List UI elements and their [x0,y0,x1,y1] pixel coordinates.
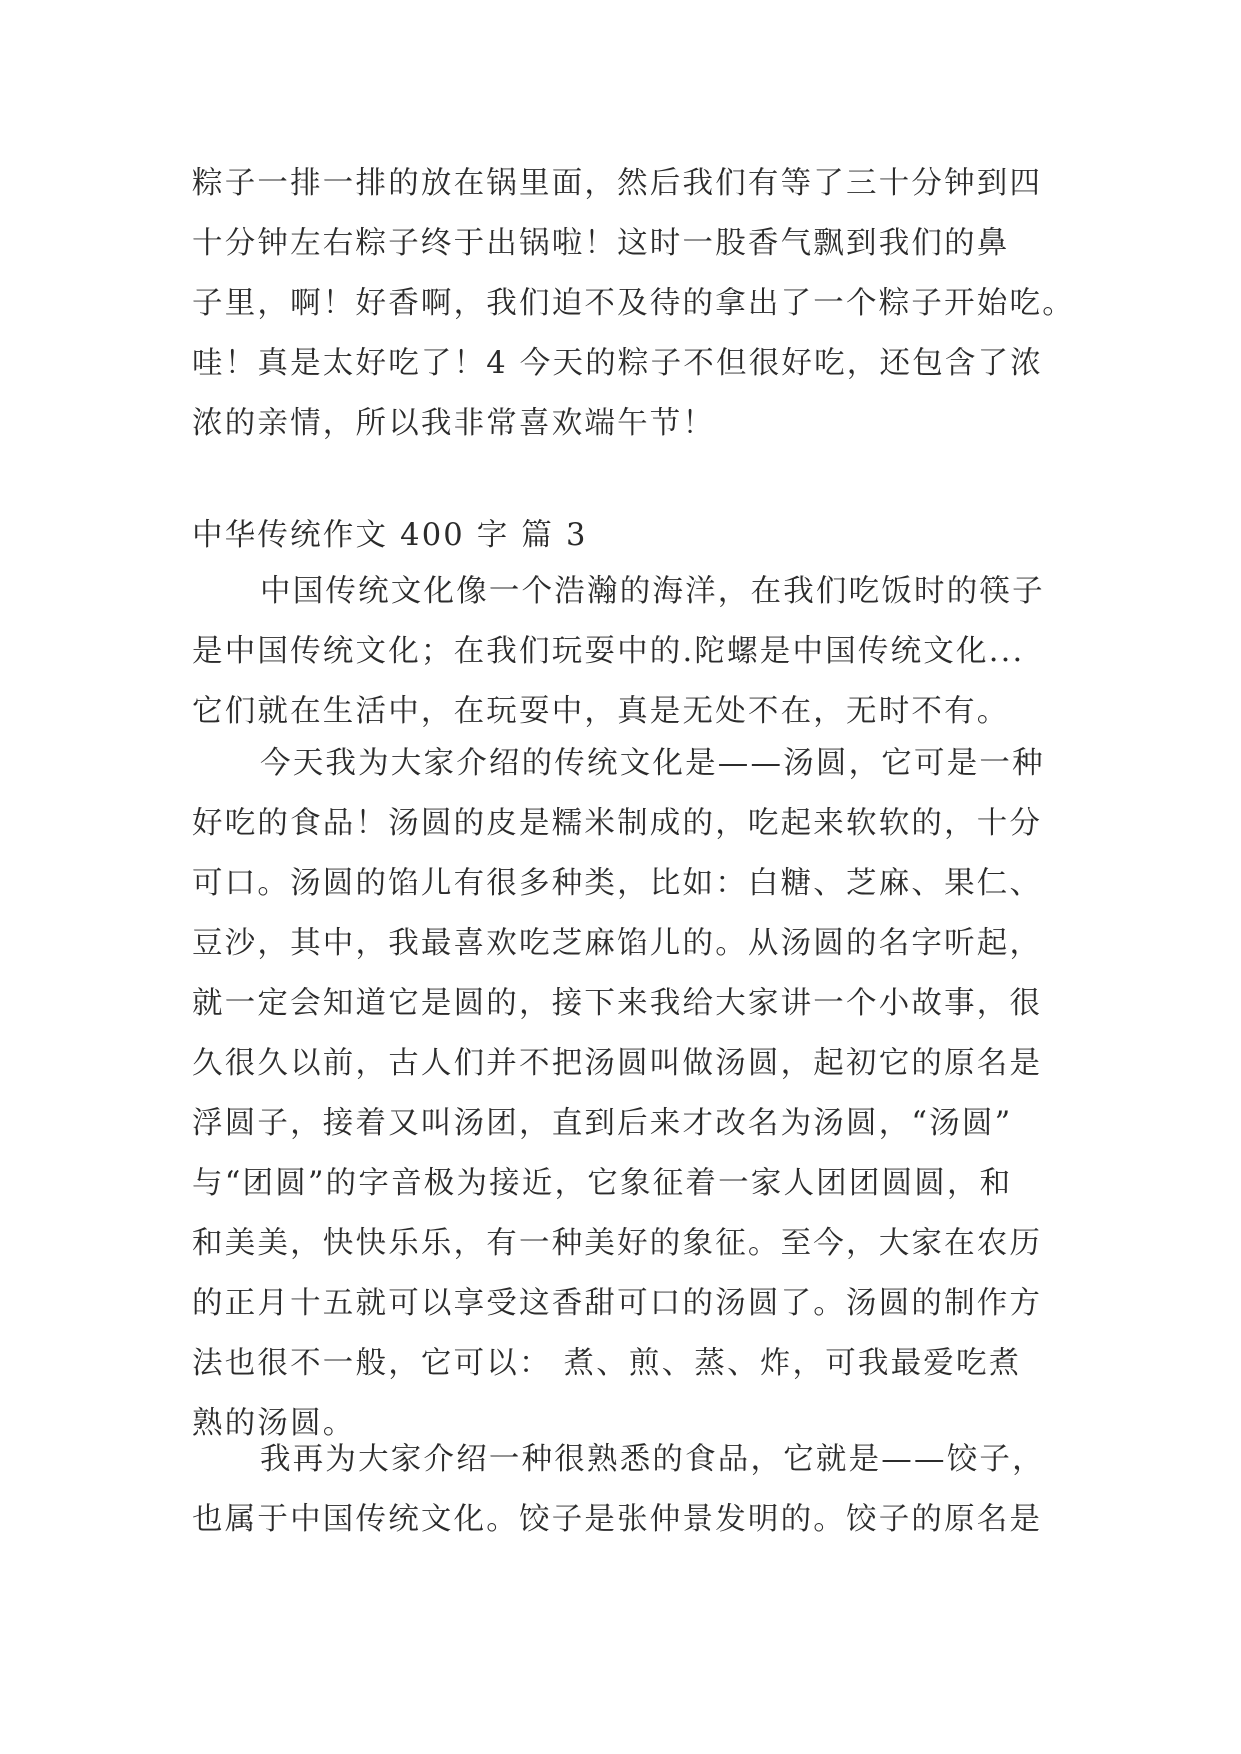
text-line: 子里，啊！好香啊，我们迫不及待的拿出了一个粽子开始吃。 [192,286,1075,321]
text-line: 可口。汤圆的馅儿有很多种类，比如：白糖、芝麻、果仁、 [192,866,1043,901]
text-line: 中国传统文化像一个浩瀚的海洋，在我们吃饭时的筷子 [260,574,1045,609]
paragraph-2 [192,734,1060,1454]
text-line: 的正月十五就可以享受这香甜可口的汤圆了。汤圆的制作方 [192,1286,1043,1321]
section-heading-block [192,506,1060,566]
text-line: 浓的亲情，所以我非常喜欢端午节！ [192,406,716,441]
text-line: 好吃的食品！汤圆的皮是糯米制成的，吃起来软软的，十分 [192,806,1043,841]
essay-continuation [192,154,1075,454]
text-line: 哇！真是太好吃了！4 今天的粽子不但很好吃，还包含了浓 [192,346,1043,381]
text-line: 与“团圆”的字音极为接近，它象征着一家人团团圆圆，和 [192,1166,1013,1201]
text-line: 我再为大家介绍一种很熟悉的食品，它就是——饺子， [260,1442,1045,1477]
text-line: 也属于中国传统文化。饺子是张仲景发明的。饺子的原名是 [192,1502,1043,1537]
text-line: 今天我为大家介绍的传统文化是——汤圆，它可是一种 [260,746,1045,781]
paragraph-1 [192,562,1060,742]
text-line: 久很久以前，古人们并不把汤圆叫做汤圆，起初它的原名是 [192,1046,1043,1081]
text-line: 粽子一排一排的放在锅里面，然后我们有等了三十分钟到四 [192,166,1043,201]
section-heading: 中华传统作文 400 字 篇 3 [192,518,588,553]
text-line: 是中国传统文化；在我们玩耍中的.陀螺是中国传统文化... [192,634,1025,669]
paragraph-3 [192,1430,1060,1550]
text-line: 和美美，快快乐乐，有一种美好的象征。至今，大家在农历 [192,1226,1043,1261]
text-line: 豆沙，其中，我最喜欢吃芝麻馅儿的。从汤圆的名字听起， [192,926,1043,961]
text-line: 熟的汤圆。 [192,1406,356,1441]
text-line: 它们就在生活中，在玩耍中，真是无处不在，无时不有。 [192,694,1010,729]
text-line: 法也很不一般，它可以： 煮、煎、蒸、炸，可我最爱吃煮 [192,1346,1022,1381]
text-line: 十分钟左右粽子终于出锅啦！这时一股香气飘到我们的鼻 [192,226,1010,261]
text-line: 就一定会知道它是圆的，接下来我给大家讲一个小故事，很 [192,986,1043,1021]
text-line: 浮圆子，接着又叫汤团，直到后来才改名为汤圆，“汤圆” [192,1106,1013,1141]
